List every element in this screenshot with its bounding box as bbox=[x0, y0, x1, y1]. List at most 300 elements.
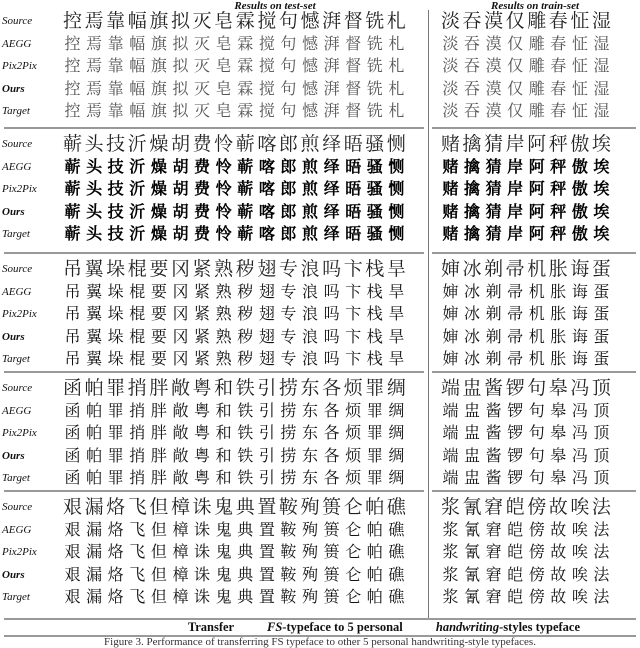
train-glyphs bbox=[440, 55, 612, 77]
glyph: 酱 bbox=[485, 400, 502, 420]
glyph: 飞 bbox=[129, 542, 146, 561]
glyph: 喀 bbox=[258, 179, 275, 198]
glyph: 垛 bbox=[107, 326, 124, 346]
glyph: 卞 bbox=[343, 258, 363, 280]
glyph: 篑 bbox=[323, 519, 340, 539]
glyph: 端 bbox=[442, 445, 459, 465]
row-label: Source bbox=[2, 501, 33, 513]
glyph: 胀 bbox=[550, 304, 567, 323]
glyph: 埃 bbox=[593, 201, 610, 221]
glyph: 樟 bbox=[172, 542, 189, 561]
glyph: 盅 bbox=[464, 423, 481, 442]
glyph: 樟 bbox=[172, 519, 189, 539]
glyph: 怔 bbox=[571, 33, 588, 53]
glyph: 靠 bbox=[107, 33, 124, 53]
glyph: 烦 bbox=[345, 445, 362, 465]
train-glyphs bbox=[440, 377, 612, 399]
glyph: 晤 bbox=[343, 133, 363, 155]
glyph: 浪 bbox=[300, 258, 320, 280]
glyph: 要 bbox=[150, 281, 167, 301]
glyph: 喀 bbox=[258, 224, 275, 243]
glyph: 句 bbox=[280, 33, 297, 53]
glyph: 典 bbox=[237, 519, 254, 539]
glyph: 阿 bbox=[528, 179, 545, 198]
glyph: 燥 bbox=[150, 201, 167, 221]
glyph: 鬼 bbox=[215, 519, 232, 539]
glyph: 翅 bbox=[258, 349, 275, 368]
glyph: 猜 bbox=[485, 156, 502, 176]
glyph: 旗 bbox=[149, 10, 169, 32]
glyph: 怜 bbox=[214, 133, 234, 155]
glyph: 蕲 bbox=[235, 133, 255, 155]
row-label: Pix2Pix bbox=[2, 308, 37, 320]
glyph: 春 bbox=[548, 10, 568, 32]
glyph: 蕲 bbox=[64, 156, 81, 176]
glyph: 艰 bbox=[64, 564, 81, 584]
glyph: 帚 bbox=[507, 281, 524, 301]
test-glyphs bbox=[62, 519, 407, 541]
glyph: 控 bbox=[64, 33, 81, 53]
glyph: 捞 bbox=[280, 468, 297, 487]
glyph: 诲 bbox=[571, 349, 588, 368]
glyph: 引 bbox=[257, 377, 277, 399]
glyph: 烙 bbox=[107, 542, 124, 561]
glyph: 机 bbox=[528, 281, 545, 301]
glyph: 费 bbox=[194, 201, 211, 221]
glyph: 仅 bbox=[507, 78, 524, 98]
glyph: 唉 bbox=[571, 564, 588, 584]
glyph: 漠 bbox=[485, 33, 502, 53]
glyph: 焉 bbox=[84, 10, 104, 32]
glyph: 引 bbox=[258, 468, 275, 487]
glyph: 烙 bbox=[107, 519, 124, 539]
glyph: 吊 bbox=[64, 304, 81, 323]
glyph: 帕 bbox=[86, 423, 103, 442]
glyph: 胖 bbox=[149, 377, 169, 399]
glyph: 喀 bbox=[257, 133, 277, 155]
glyph: 傲 bbox=[570, 133, 590, 155]
glyph: 蕲 bbox=[64, 179, 81, 198]
glyph: 赌 bbox=[442, 156, 459, 176]
glyph: 剃 bbox=[484, 258, 504, 280]
glyph: 氰 bbox=[464, 542, 481, 561]
glyph: 帚 bbox=[507, 304, 524, 323]
glyph: 盅 bbox=[464, 445, 481, 465]
glyph: 绎 bbox=[322, 133, 342, 155]
glyph-row bbox=[0, 348, 640, 370]
row-label: Pix2Pix bbox=[2, 546, 37, 558]
glyph: 吞 bbox=[464, 56, 481, 75]
glyph: 怔 bbox=[570, 10, 590, 32]
glyph: 头 bbox=[86, 224, 103, 243]
glyph: 怜 bbox=[215, 179, 232, 198]
glyph: 函 bbox=[64, 423, 81, 442]
glyph: 冯 bbox=[571, 445, 588, 465]
glyph: 霖 bbox=[237, 101, 254, 120]
glyph: 怔 bbox=[571, 78, 588, 98]
glyph: 敞 bbox=[172, 468, 189, 487]
glyph: 诲 bbox=[570, 258, 590, 280]
glyph: 猜 bbox=[485, 179, 502, 198]
test-glyphs bbox=[62, 348, 407, 370]
glyph: 漏 bbox=[86, 519, 103, 539]
glyph: 冈 bbox=[172, 281, 189, 301]
row-label: Source bbox=[2, 263, 33, 275]
glyph: 岸 bbox=[507, 179, 524, 198]
glyph: 艰 bbox=[64, 519, 81, 539]
glyph: 剃 bbox=[485, 304, 502, 323]
glyph-row bbox=[0, 467, 640, 489]
glyph: 岸 bbox=[507, 156, 524, 176]
glyph: 翅 bbox=[257, 258, 277, 280]
glyph: 帕 bbox=[86, 400, 103, 420]
glyph: 旱 bbox=[388, 281, 405, 301]
glyph: 但 bbox=[149, 496, 169, 518]
glyph: 熟 bbox=[215, 326, 232, 346]
glyph: 置 bbox=[257, 496, 277, 518]
glyph: 冯 bbox=[571, 423, 588, 442]
glyph: 靠 bbox=[107, 56, 124, 75]
test-glyphs bbox=[62, 223, 407, 245]
glyph: 胖 bbox=[150, 400, 167, 420]
glyph: 恻 bbox=[388, 179, 405, 198]
glyph: 各 bbox=[323, 423, 340, 442]
glyph: 引 bbox=[258, 400, 275, 420]
glyph: 湃 bbox=[323, 33, 340, 53]
test-glyphs bbox=[62, 78, 407, 100]
glyph: 湿 bbox=[591, 10, 611, 32]
glyph: 漠 bbox=[485, 78, 502, 98]
glyph: 雕 bbox=[527, 10, 547, 32]
glyph: 函 bbox=[64, 445, 81, 465]
glyph: 绎 bbox=[323, 179, 340, 198]
glyph: 殉 bbox=[300, 496, 320, 518]
glyph: 卞 bbox=[345, 304, 362, 323]
glyph: 胡 bbox=[172, 156, 189, 176]
train-glyphs bbox=[440, 10, 612, 32]
glyph: 铣 bbox=[365, 10, 385, 32]
glyph: 幅 bbox=[129, 33, 146, 53]
glyph: 各 bbox=[322, 377, 342, 399]
glyph: 秽 bbox=[237, 349, 254, 368]
glyph: 窘 bbox=[485, 519, 502, 539]
glyph: 鞍 bbox=[278, 496, 298, 518]
glyph: 盅 bbox=[464, 468, 481, 487]
glyph: 皂 bbox=[214, 10, 234, 32]
glyph: 鬼 bbox=[215, 564, 232, 584]
glyph: 湃 bbox=[323, 56, 340, 75]
glyph: 仑 bbox=[345, 519, 362, 539]
glyph: 绸 bbox=[388, 423, 405, 442]
glyph: 赌 bbox=[442, 201, 459, 221]
row-label: AEGG bbox=[2, 160, 32, 173]
train-glyphs bbox=[440, 564, 612, 586]
glyph: 技 bbox=[107, 201, 124, 221]
glyph: 燥 bbox=[149, 133, 169, 155]
test-glyphs bbox=[62, 303, 407, 325]
glyph: 顶 bbox=[593, 468, 610, 487]
glyph: 赌 bbox=[440, 133, 460, 155]
glyph: 法 bbox=[593, 519, 610, 539]
glyph: 旱 bbox=[388, 349, 405, 368]
glyph: 捞 bbox=[278, 377, 298, 399]
test-glyphs bbox=[62, 281, 407, 303]
glyph: 胡 bbox=[172, 201, 189, 221]
glyph: 冯 bbox=[571, 468, 588, 487]
glyph: 要 bbox=[150, 349, 167, 368]
glyph: 婶 bbox=[440, 258, 460, 280]
glyph: 函 bbox=[62, 377, 82, 399]
glyph: 要 bbox=[149, 258, 169, 280]
glyph-row bbox=[0, 519, 640, 541]
glyph: 礁 bbox=[388, 542, 405, 561]
glyph: 搅 bbox=[258, 101, 275, 120]
glyph: 罪 bbox=[107, 468, 124, 487]
glyph: 头 bbox=[84, 133, 104, 155]
glyph: 句 bbox=[280, 78, 297, 98]
glyph: 酱 bbox=[484, 377, 504, 399]
glyph: 憾 bbox=[300, 10, 320, 32]
glyph: 翼 bbox=[86, 304, 103, 323]
glyph: 罪 bbox=[106, 377, 126, 399]
glyph: 费 bbox=[194, 179, 211, 198]
glyph: 漏 bbox=[86, 587, 103, 606]
glyph: 故 bbox=[550, 519, 567, 539]
glyph: 剃 bbox=[485, 326, 502, 346]
glyph: 霖 bbox=[237, 33, 254, 53]
glyph: 沂 bbox=[129, 224, 146, 243]
glyph: 灭 bbox=[194, 78, 211, 98]
glyph: 灭 bbox=[192, 10, 212, 32]
glyph: 胡 bbox=[170, 133, 190, 155]
glyph: 怔 bbox=[571, 101, 588, 120]
glyph: 札 bbox=[388, 78, 405, 98]
glyph: 吞 bbox=[462, 10, 482, 32]
glyph: 靠 bbox=[106, 10, 126, 32]
glyph: 搅 bbox=[258, 78, 275, 98]
glyph: 恻 bbox=[386, 133, 406, 155]
glyph-row bbox=[0, 326, 640, 348]
glyph: 帕 bbox=[365, 496, 385, 518]
test-glyphs bbox=[62, 55, 407, 77]
row-label: Source bbox=[2, 15, 33, 27]
glyph: 句 bbox=[528, 423, 545, 442]
train-glyphs bbox=[440, 156, 612, 178]
glyph: 拟 bbox=[172, 101, 189, 120]
glyph: 罪 bbox=[365, 377, 385, 399]
glyph: 殉 bbox=[302, 587, 319, 606]
glyph: 头 bbox=[86, 179, 103, 198]
row-label: Target bbox=[2, 591, 30, 603]
block-separator bbox=[4, 371, 424, 373]
glyph: 窘 bbox=[484, 496, 504, 518]
glyph: 旗 bbox=[150, 78, 167, 98]
glyph-row bbox=[0, 33, 640, 55]
transfer-caption-bar bbox=[0, 620, 640, 635]
glyph: 窘 bbox=[485, 564, 502, 584]
glyph: 皋 bbox=[550, 445, 567, 465]
caption-text: -styles typeface bbox=[499, 620, 580, 634]
glyph-row bbox=[0, 541, 640, 563]
glyph: 棍 bbox=[127, 258, 147, 280]
glyph: 烙 bbox=[107, 564, 124, 584]
glyph: 各 bbox=[323, 468, 340, 487]
glyph: 擒 bbox=[464, 156, 481, 176]
glyph: 恻 bbox=[388, 201, 405, 221]
row-label: Source bbox=[2, 382, 33, 394]
glyph: 捞 bbox=[280, 445, 297, 465]
train-set-header: Results on train-set bbox=[490, 0, 580, 12]
glyph: 秽 bbox=[237, 304, 254, 323]
row-label: Target bbox=[2, 353, 30, 365]
glyph: 拟 bbox=[172, 33, 189, 53]
glyph: 各 bbox=[323, 400, 340, 420]
glyph: 艰 bbox=[64, 587, 81, 606]
glyph: 窘 bbox=[485, 587, 502, 606]
glyph: 棍 bbox=[129, 281, 146, 301]
glyph: 法 bbox=[591, 496, 611, 518]
test-glyphs bbox=[62, 541, 407, 563]
glyph: 燥 bbox=[150, 179, 167, 198]
glyph: 帕 bbox=[366, 542, 383, 561]
glyph: 擒 bbox=[464, 224, 481, 243]
glyph: 沂 bbox=[129, 156, 146, 176]
glyph: 熟 bbox=[215, 304, 232, 323]
glyph: 傲 bbox=[571, 156, 588, 176]
glyph: 胀 bbox=[548, 258, 568, 280]
glyph: 搅 bbox=[258, 56, 275, 75]
glyph-row bbox=[0, 258, 640, 280]
glyph: 憾 bbox=[302, 56, 319, 75]
block-separator bbox=[4, 490, 424, 492]
glyph: 盅 bbox=[462, 377, 482, 399]
glyph: 飞 bbox=[129, 587, 146, 606]
glyph-row bbox=[0, 223, 640, 245]
glyph-row bbox=[0, 422, 640, 444]
row-label: Target bbox=[2, 472, 30, 484]
glyph: 沂 bbox=[129, 179, 146, 198]
glyph: 燥 bbox=[150, 224, 167, 243]
glyph: 句 bbox=[278, 10, 298, 32]
glyph: 湃 bbox=[323, 78, 340, 98]
glyph: 蛋 bbox=[593, 326, 610, 346]
glyph: 赌 bbox=[442, 179, 459, 198]
glyph: 淡 bbox=[440, 10, 460, 32]
glyph: 东 bbox=[302, 445, 319, 465]
glyph: 栈 bbox=[366, 304, 383, 323]
glyph: 仅 bbox=[507, 101, 524, 120]
glyph: 紧 bbox=[194, 349, 211, 368]
glyph: 秤 bbox=[550, 179, 567, 198]
glyph: 仑 bbox=[345, 564, 362, 584]
glyph: 翅 bbox=[258, 304, 275, 323]
glyph: 故 bbox=[550, 587, 567, 606]
glyph: 猜 bbox=[484, 133, 504, 155]
glyph: 艰 bbox=[64, 542, 81, 561]
glyph: 皑 bbox=[507, 519, 524, 539]
train-glyphs bbox=[440, 281, 612, 303]
glyph: 粤 bbox=[192, 377, 212, 399]
glyph: 绸 bbox=[386, 377, 406, 399]
glyph: 吊 bbox=[62, 258, 82, 280]
glyph: 漠 bbox=[484, 10, 504, 32]
glyph: 煎 bbox=[302, 179, 319, 198]
glyph: 沂 bbox=[129, 201, 146, 221]
glyph: 浪 bbox=[302, 304, 319, 323]
glyph: 烦 bbox=[345, 400, 362, 420]
glyph: 冈 bbox=[170, 258, 190, 280]
glyph: 擒 bbox=[464, 179, 481, 198]
block-separator bbox=[4, 252, 424, 254]
glyph: 秽 bbox=[237, 326, 254, 346]
row-label: Source bbox=[2, 138, 33, 150]
glyph: 埃 bbox=[593, 156, 610, 176]
glyph: 幅 bbox=[129, 101, 146, 120]
train-glyphs bbox=[440, 467, 612, 489]
glyph: 栈 bbox=[365, 258, 385, 280]
glyph: 鞍 bbox=[280, 542, 297, 561]
glyph: 焉 bbox=[86, 78, 103, 98]
train-glyphs bbox=[440, 348, 612, 370]
glyph-row bbox=[0, 564, 640, 586]
glyph: 吞 bbox=[464, 101, 481, 120]
glyph: 吊 bbox=[64, 326, 81, 346]
glyph: 傲 bbox=[571, 201, 588, 221]
glyph: 熟 bbox=[214, 258, 234, 280]
test-glyphs bbox=[62, 326, 407, 348]
glyph: 吗 bbox=[323, 326, 340, 346]
glyph: 冰 bbox=[462, 258, 482, 280]
glyph: 翅 bbox=[258, 281, 275, 301]
glyph: 铣 bbox=[366, 78, 383, 98]
glyph: 烙 bbox=[107, 587, 124, 606]
glyph: 殉 bbox=[302, 542, 319, 561]
glyph: 控 bbox=[64, 56, 81, 75]
glyph: 专 bbox=[278, 258, 298, 280]
glyph: 秽 bbox=[235, 258, 255, 280]
glyph: 唉 bbox=[571, 587, 588, 606]
glyph: 憾 bbox=[302, 78, 319, 98]
glyph: 岸 bbox=[507, 201, 524, 221]
glyph: 敞 bbox=[172, 400, 189, 420]
glyph: 吊 bbox=[64, 349, 81, 368]
glyph: 帕 bbox=[366, 564, 383, 584]
glyph: 春 bbox=[550, 101, 567, 120]
glyph: 骚 bbox=[365, 133, 385, 155]
glyph: 各 bbox=[323, 445, 340, 465]
glyph: 煎 bbox=[302, 156, 319, 176]
glyph: 熟 bbox=[215, 349, 232, 368]
glyph: 诛 bbox=[192, 496, 212, 518]
glyph: 吗 bbox=[323, 281, 340, 301]
glyph: 绎 bbox=[323, 201, 340, 221]
glyph: 东 bbox=[302, 423, 319, 442]
glyph: 顶 bbox=[591, 377, 611, 399]
glyph: 罪 bbox=[366, 468, 383, 487]
glyph: 专 bbox=[280, 304, 297, 323]
glyph: 礁 bbox=[388, 564, 405, 584]
glyph: 札 bbox=[388, 56, 405, 75]
glyph: 浆 bbox=[442, 564, 459, 584]
glyph: 旱 bbox=[386, 258, 406, 280]
glyph: 句 bbox=[527, 377, 547, 399]
glyph: 皋 bbox=[550, 400, 567, 420]
test-glyphs bbox=[62, 377, 407, 399]
glyph: 浪 bbox=[302, 349, 319, 368]
glyph: 罪 bbox=[366, 445, 383, 465]
glyph: 置 bbox=[258, 542, 275, 561]
glyph: 诛 bbox=[194, 542, 211, 561]
